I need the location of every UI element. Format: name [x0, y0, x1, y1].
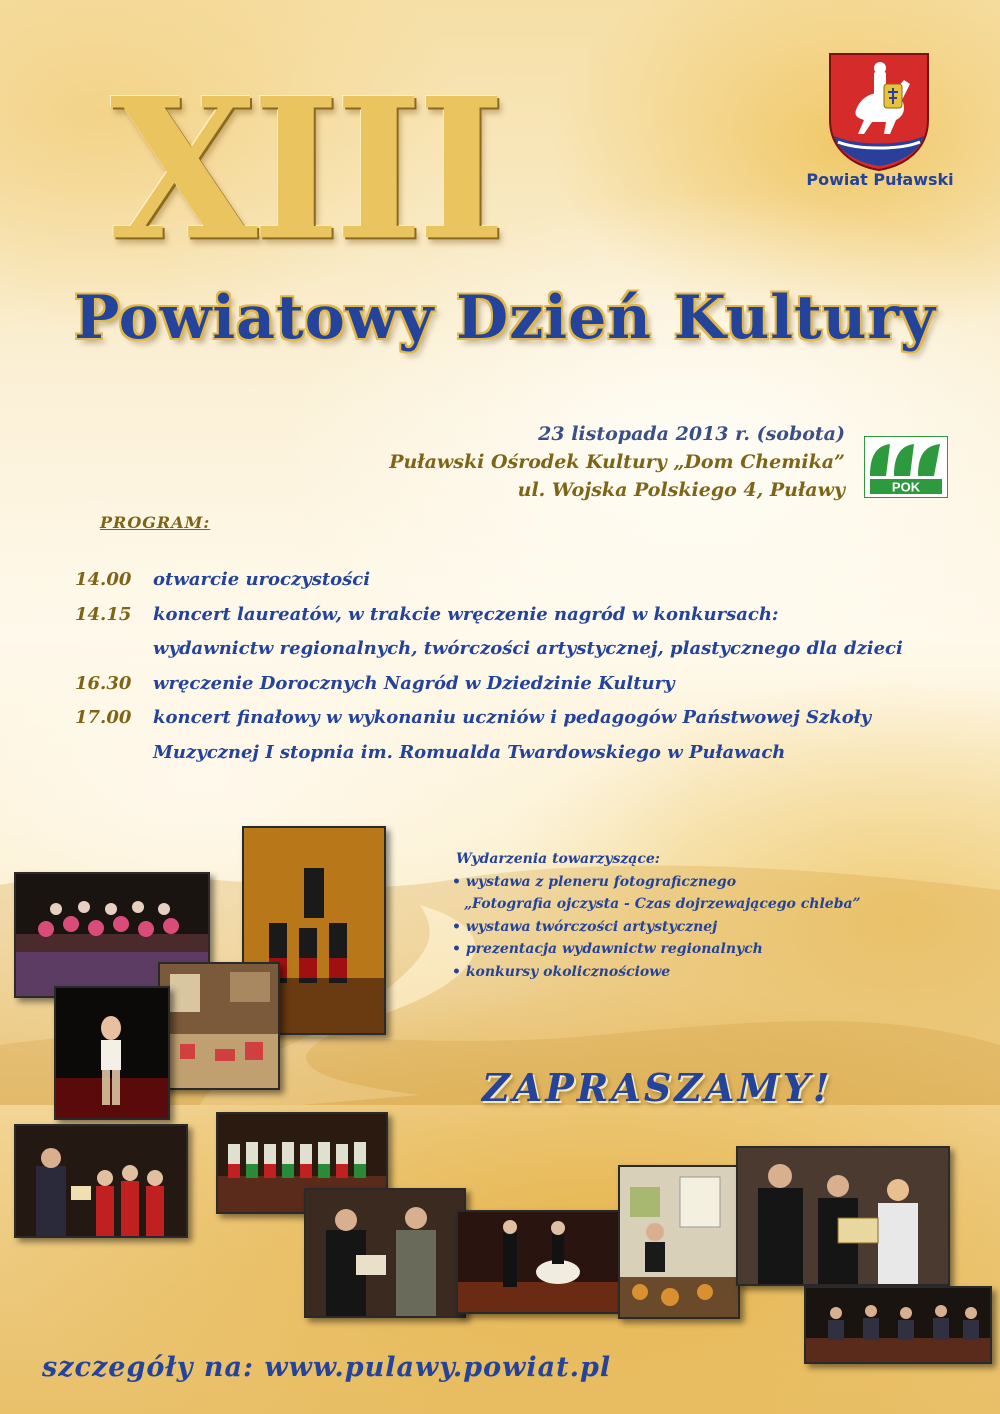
program-text: otwarcie uroczystości: [153, 569, 371, 590]
event-info: [389, 420, 845, 504]
photo-dance-pair: [456, 1210, 620, 1314]
side-event-item: • wystawa twórczości artystycznej: [452, 918, 718, 935]
program-item: [75, 563, 975, 598]
program-item: [75, 736, 975, 771]
program-time: [75, 736, 153, 771]
program-time: 16.30: [75, 672, 132, 694]
photo-award-presentation: [736, 1146, 950, 1286]
program-time: 14.15: [75, 603, 132, 625]
photo-panel: [804, 1286, 992, 1364]
program-time: 14.00: [75, 569, 132, 590]
county-name: Powiat Puławski: [806, 170, 954, 189]
pok-logo: [864, 436, 948, 498]
crest-icon: [826, 50, 932, 172]
side-events-heading: Wydarzenia towarzyszące:: [456, 851, 660, 867]
pok-logo-text: POK: [891, 479, 921, 495]
side-events-list: [452, 871, 861, 984]
program-list: [75, 563, 975, 770]
event-venue: Puławski Ośrodek Kultury „Dom Chemika”: [389, 451, 845, 473]
side-event-item: • prezentacja wydawnictw regionalnych: [452, 941, 763, 957]
poster-title: Powiatowy Dzień Kultury: [74, 283, 936, 353]
program-time: [75, 632, 153, 667]
event-date: 23 listopada 2013 r. (sobota): [538, 423, 845, 445]
event-address: ul. Wojska Polskiego 4, Puławy: [517, 479, 845, 501]
photo-exhibition: [618, 1165, 740, 1319]
photo-diploma-handover: [304, 1188, 466, 1318]
program-time: 17.00: [75, 707, 132, 728]
edition-numeral: XIII: [110, 55, 501, 284]
program-item: [75, 667, 975, 702]
program-text: Muzycznej I stopnia im. Romualda Twardowskiego w Puławach: [153, 741, 786, 763]
program-text: wręczenie Dorocznych Nagród w Dziedzinie Kultury: [153, 672, 675, 694]
program-item: [75, 632, 975, 667]
program-text: koncert laureatów, w trakcie wręczenie nagród w konkursach:: [153, 603, 779, 625]
photo-crafts: [158, 962, 280, 1090]
program-item: [75, 598, 975, 633]
side-event-item: „Fotografia ojczysta - Czas dojrzewającego chleba”: [464, 896, 861, 912]
side-event-item: • wystawa z pleneru fotograficznego: [452, 873, 737, 890]
program-text: koncert finałowy w wykonaniu uczniów i pedagogów Państwowej Szkoły: [153, 707, 872, 728]
details-link[interactable]: szczegóły na: www.pulawy.powiat.pl: [42, 1352, 612, 1383]
program-text: wydawnictw regionalnych, twórczości artystycznej, plastycznego dla dzieci: [153, 638, 903, 659]
invite-text: ZAPRASZAMY!: [482, 1065, 833, 1110]
photo-singer: [54, 986, 170, 1120]
side-event-item: • konkursy okolicznościowe: [452, 963, 671, 980]
program-item: [75, 701, 975, 736]
program-heading: PROGRAM:: [100, 513, 211, 532]
side-events: [452, 848, 861, 983]
photo-award-ceremony: [14, 1124, 188, 1238]
